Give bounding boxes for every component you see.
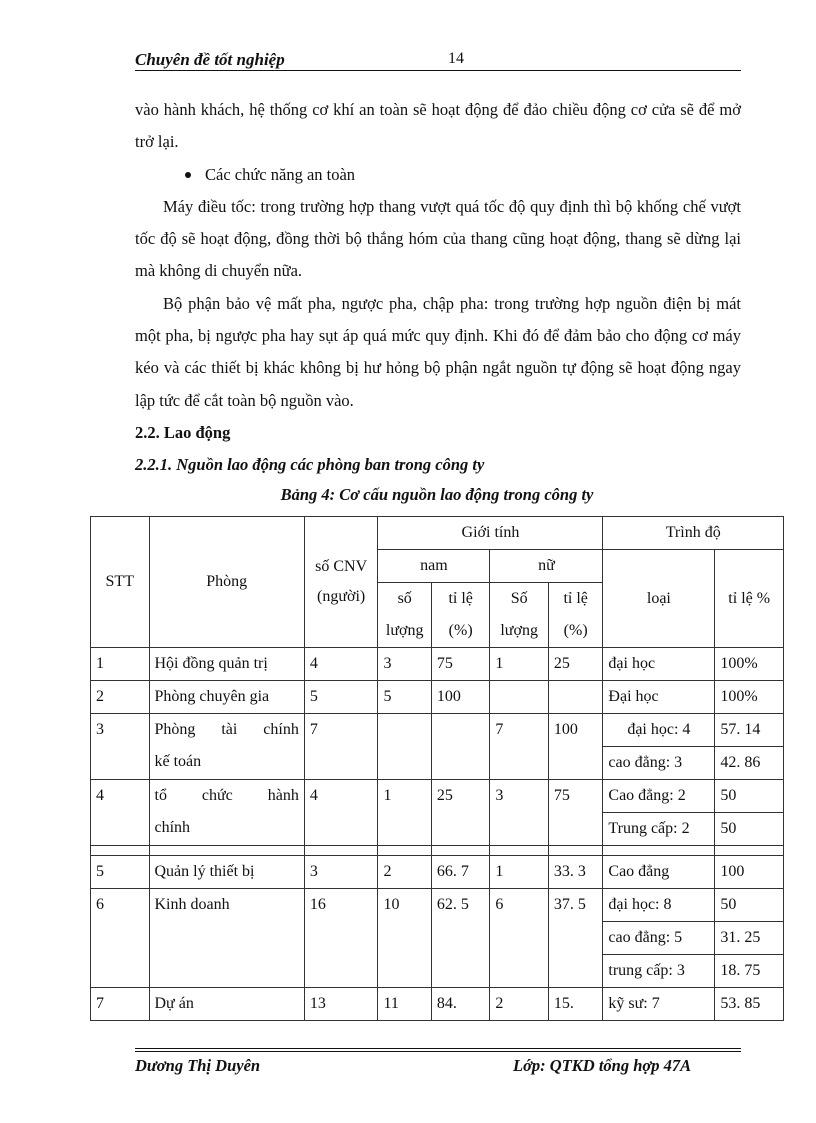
table-row	[91, 714, 784, 747]
cell-stt: 2	[91, 681, 150, 714]
cell-stt: 7	[91, 988, 150, 1021]
footer-author: Dương Thị Duyên	[135, 1056, 261, 1075]
cell-loai: cao đẳng: 5	[603, 922, 715, 955]
cell-tl: 42. 86	[715, 747, 784, 780]
cell-nam-sl: 1	[378, 780, 431, 846]
footer-rule	[135, 1048, 741, 1049]
cell-tl: 57. 14	[715, 714, 784, 747]
cell-nu-sl: 6	[490, 889, 549, 988]
labor-table	[90, 516, 784, 1021]
paragraph: Bộ phận bảo vệ mất pha, ngược pha, chập pha: trong trường hợp nguồn điện bị mát một pha, bị ngược pha hay sụt áp quá mức quy định. Khi đó để đảm bảo cho động cơ máy kéo và các thiết bị khác không bị hư hỏng bộ phận ngắt nguồn tự động sẽ hoạt động ngay lập tức để cắt toàn bộ nguồn vào.	[135, 293, 741, 410]
cell-nu-sl	[490, 681, 549, 714]
cell-cnv: 5	[304, 681, 378, 714]
cell-tl: 100	[715, 856, 784, 889]
cell-nam-tl: 62. 5	[431, 889, 490, 988]
cell-nu-sl: 1	[490, 856, 549, 889]
cell-nu-tl: 33. 3	[548, 856, 603, 889]
paragraph: vào hành khách, hệ thống cơ khí an toàn sẽ hoạt động để đảo chiều động cơ cửa sẽ để mở trở lại.	[135, 100, 741, 152]
cell-empty	[715, 846, 784, 856]
cell-stt: 1	[91, 648, 150, 681]
table-row	[91, 889, 784, 922]
cell-phong: Quản lý thiết bị	[149, 856, 304, 889]
cell-nam-sl: 10	[378, 889, 431, 988]
cell-stt: 6	[91, 889, 150, 988]
header-rule	[135, 70, 741, 71]
header-ti-le-nam: tỉ lệ (%)	[431, 583, 490, 648]
cell-cnv: 7	[304, 714, 378, 780]
subsection-heading: 2.2.1. Nguồn lao động các phòng ban trong công ty	[135, 455, 485, 475]
cell-empty	[603, 846, 715, 856]
cell-nu-tl: 25	[548, 648, 603, 681]
page-number: 14	[448, 50, 464, 67]
header-nam: nam	[378, 550, 490, 583]
section-heading: 2.2. Lao động	[135, 422, 231, 442]
cell-stt: 4	[91, 780, 150, 846]
cell-tl: 100%	[715, 681, 784, 714]
cell-nam-sl	[378, 714, 431, 780]
cell-nu-tl: 37. 5	[548, 889, 603, 988]
cell-nu-tl: 100	[548, 714, 603, 780]
cell-nam-sl: 3	[378, 648, 431, 681]
bullet-item	[135, 159, 741, 191]
paragraph: Máy điều tốc: trong trường hợp thang vượt quá tốc độ quy định thì bộ khống chế vượt tốc độ sẽ hoạt động, đồng thời bộ thắng hóm của thang cũng hoạt động, thang sẽ dừng lại mà không di chuyển nữa.	[135, 196, 741, 281]
cell-tl: 100%	[715, 648, 784, 681]
cell-tl: 50	[715, 780, 784, 813]
cell-empty	[378, 846, 431, 856]
header-nu: nữ	[490, 550, 603, 583]
cell-nam-sl: 2	[378, 856, 431, 889]
table-caption: Bảng 4: Cơ cấu nguồn lao động trong công ty	[280, 485, 594, 504]
cell-nu-tl	[548, 681, 603, 714]
cell-loai: Trung cấp: 2	[603, 813, 715, 846]
cell-loai: đại học: 8	[603, 889, 715, 922]
page-header	[135, 50, 741, 72]
bullet-icon	[185, 172, 191, 178]
cell-cnv: 4	[304, 648, 378, 681]
cell-cnv: 4	[304, 780, 378, 846]
cell-empty	[431, 846, 490, 856]
cell-nam-tl: 100	[431, 681, 490, 714]
cell-phong-line: Phòng tài chính	[154, 721, 299, 738]
cell-nu-tl: 75	[548, 780, 603, 846]
cell-loai: cao đẳng: 3	[603, 747, 715, 780]
cell-cnv: 13	[304, 988, 378, 1021]
cell-nam-sl: 5	[378, 681, 431, 714]
header-trinh-do: Trình độ	[603, 517, 784, 550]
cell-loai: Đại học	[603, 681, 715, 714]
cell-nam-tl: 25	[431, 780, 490, 846]
table-row	[91, 780, 784, 813]
table-row	[91, 648, 784, 681]
header-phong: Phòng	[149, 517, 304, 648]
cell-nu-sl: 2	[490, 988, 549, 1021]
body-text	[135, 94, 741, 482]
cell-tl: 50	[715, 813, 784, 846]
table-row	[91, 856, 784, 889]
cell-loai: trung cấp: 3	[603, 955, 715, 988]
cell-phong: Hội đồng quản trị	[149, 648, 304, 681]
cell-tl: 18. 75	[715, 955, 784, 988]
table-row	[91, 988, 784, 1021]
cell-phong: Kinh doanh	[149, 889, 304, 988]
cell-tl: 31. 25	[715, 922, 784, 955]
cell-loai: đại học: 4	[603, 714, 715, 747]
cell-nam-tl: 66. 7	[431, 856, 490, 889]
header-ti-le-pct: tỉ lệ %	[715, 550, 784, 648]
cell-phong-line: kế toán	[154, 753, 202, 770]
bullet-text: Các chức năng an toàn	[205, 164, 356, 184]
cell-empty	[91, 846, 150, 856]
footer-rule	[135, 1051, 741, 1052]
footer-class: Lớp: QTKD tổng hợp 47A	[513, 1056, 692, 1075]
cell-tl: 53. 85	[715, 988, 784, 1021]
table-row-spacer	[91, 846, 784, 856]
page-footer	[135, 1048, 741, 1078]
header-gioi-tinh: Giới tính	[378, 517, 603, 550]
cell-empty	[548, 846, 603, 856]
cell-phong-line: tổ chức hành	[154, 787, 299, 804]
cell-cnv: 3	[304, 856, 378, 889]
cell-tl: 50	[715, 889, 784, 922]
cell-phong-line: chính	[154, 819, 191, 836]
cell-stt: 5	[91, 856, 150, 889]
header-stt: STT	[91, 517, 150, 648]
cell-loai: kỹ sư: 7	[603, 988, 715, 1021]
cell-nu-tl: 15.	[548, 988, 603, 1021]
cell-nu-sl: 7	[490, 714, 549, 780]
cell-empty	[304, 846, 378, 856]
header-so-luong-nam: số lượng	[378, 583, 431, 648]
table-row	[91, 681, 784, 714]
cell-loai: Cao đẳng	[603, 856, 715, 889]
cell-phong	[149, 714, 304, 780]
cell-nam-tl: 84.	[431, 988, 490, 1021]
cell-cnv: 16	[304, 889, 378, 988]
cell-nam-tl	[431, 714, 490, 780]
header-ti-le-nu: tỉ lệ (%)	[548, 583, 603, 648]
header-loai: loại	[603, 550, 715, 648]
cell-stt: 3	[91, 714, 150, 780]
cell-nam-tl: 75	[431, 648, 490, 681]
cell-empty	[490, 846, 549, 856]
cell-nu-sl: 1	[490, 648, 549, 681]
cell-phong: Phòng chuyên gia	[149, 681, 304, 714]
cell-empty	[149, 846, 304, 856]
cell-nu-sl: 3	[490, 780, 549, 846]
header-so-luong-nu: Số lượng	[490, 583, 549, 648]
cell-loai: đại học	[603, 648, 715, 681]
cell-nam-sl: 11	[378, 988, 431, 1021]
cell-loai: Cao đẳng: 2	[603, 780, 715, 813]
cell-phong	[149, 780, 304, 846]
header-title: Chuyên đề tốt nghiệp	[135, 50, 285, 69]
cell-phong: Dự án	[149, 988, 304, 1021]
header-so-cnv: số CNV (người)	[304, 517, 378, 648]
